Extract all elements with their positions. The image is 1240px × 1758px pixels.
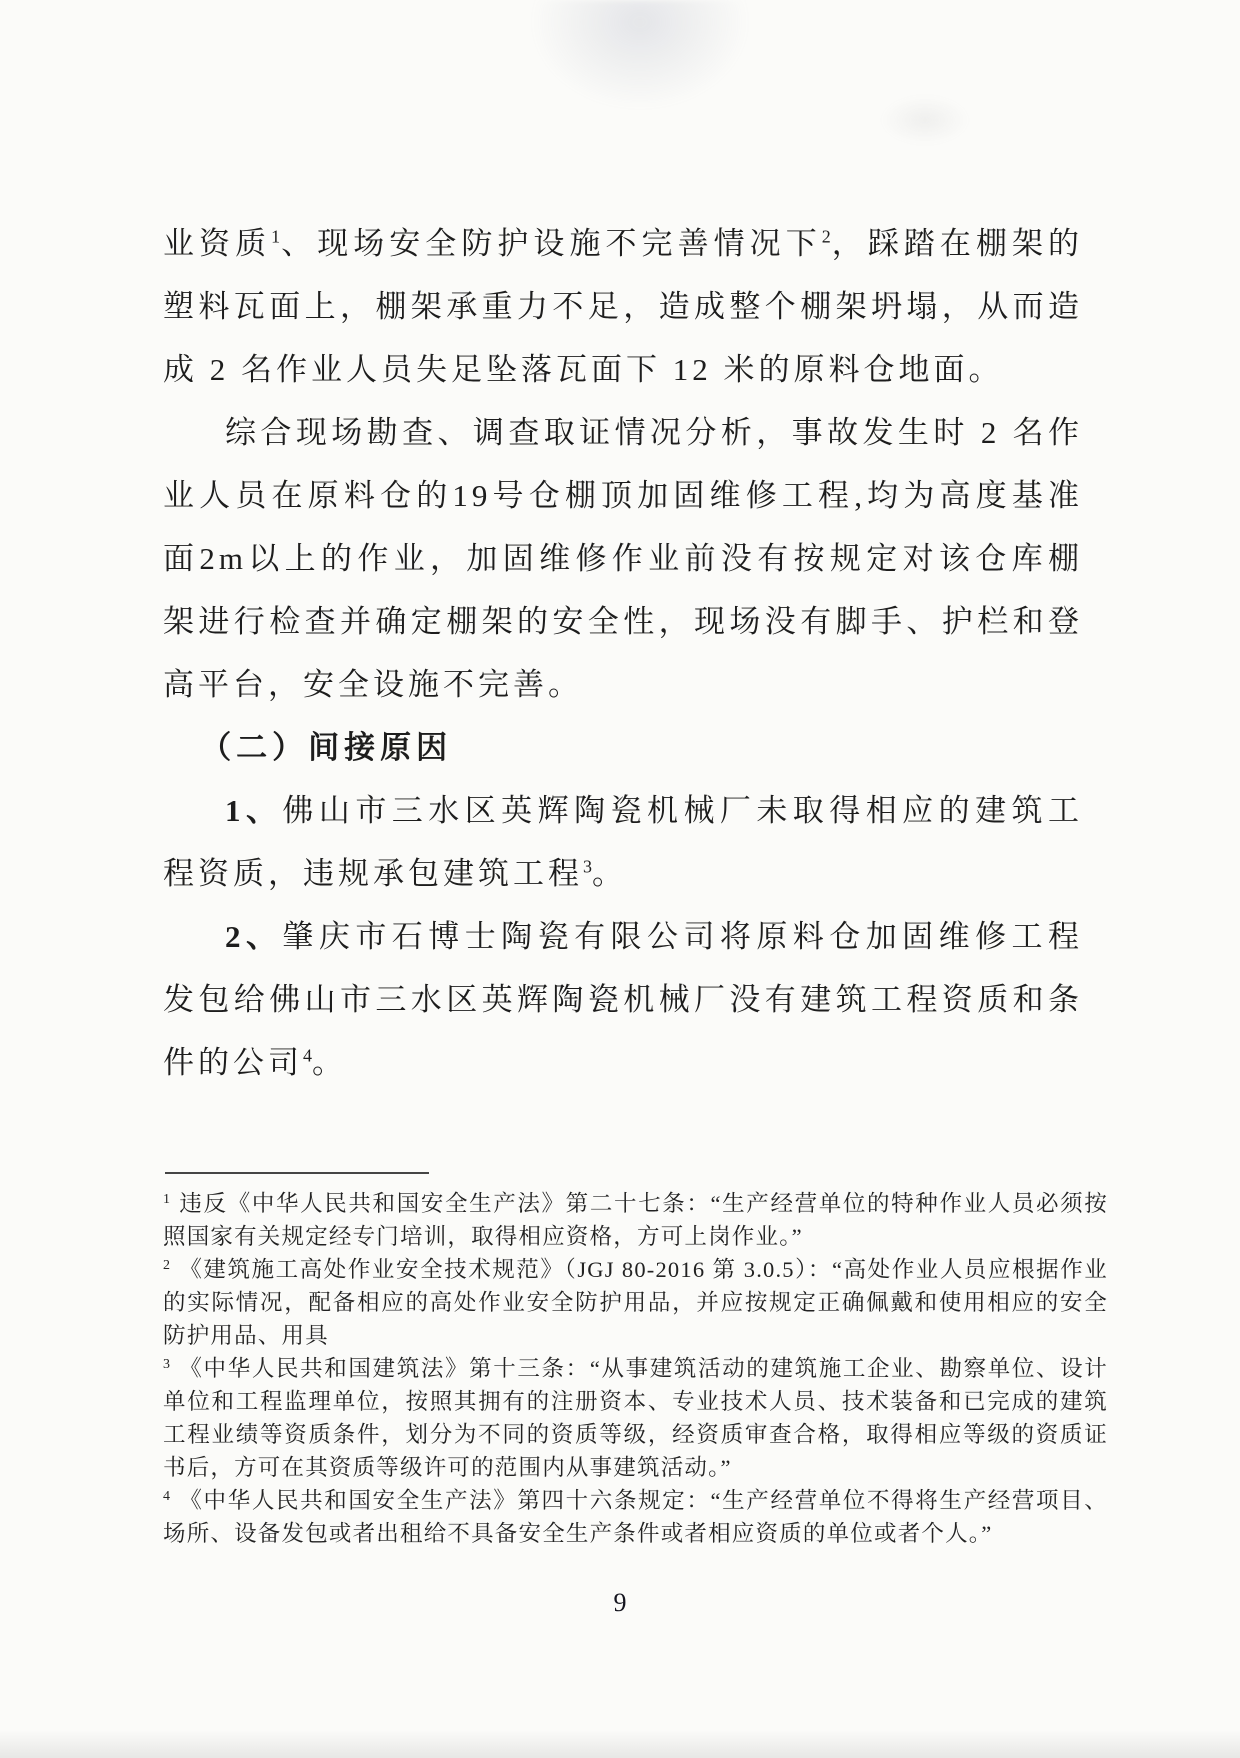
main-content	[163, 212, 1083, 1094]
body-text-run: 肇庆市石博士陶瓷有限公司将原料仓加固维修工程发包给佛山市三水区英辉陶瓷机械厂没有建筑工程资质和条件的公司	[163, 919, 1084, 1080]
scan-smudge-artifact	[880, 95, 970, 145]
footnote-marker: 3	[163, 1356, 170, 1372]
list-item-number: 2、	[225, 919, 283, 954]
list-item-2	[163, 905, 1083, 1094]
footnote-separator-rule	[165, 1172, 429, 1174]
footnote-reference-2: 2	[821, 226, 831, 247]
body-text-run: 业资质	[163, 226, 272, 261]
body-text-run: 。	[591, 856, 627, 891]
list-item-number: 1、	[225, 793, 283, 828]
footnote-section	[163, 1172, 1108, 1550]
footnote-2	[163, 1253, 1108, 1352]
footnote-reference-4: 4	[303, 1045, 312, 1066]
list-item-1	[163, 779, 1083, 905]
body-text-run: 、现场安全防护设施不完善情况下	[280, 226, 822, 261]
footnote-1	[163, 1187, 1108, 1253]
paragraph-continued-from-previous-page	[163, 212, 1083, 401]
footnote-marker: 2	[163, 1257, 170, 1273]
footnote-3	[163, 1352, 1108, 1484]
body-text-run: ，踩踏在棚架的塑料瓦面上，棚架承重力不足，造成整个棚架坍塌，从而造成 2 名作业人员失足坠落瓦面下 12 米的原料仓地面。	[163, 226, 1084, 387]
footnote-text: 《中华人民共和国建筑法》第十三条：“从事建筑活动的建筑施工企业、勘察单位、设计单位和工程监理单位，按照其拥有的注册资本、专业技术人员、技术装备和已完成的建筑工程业绩等资质条件，划分为不同的资质等级，经资质审查合格，取得相应等级的资质证书后，方可在其资质等级许可的范围内从事建筑活动。”	[163, 1356, 1108, 1480]
body-text-run: 。	[311, 1045, 347, 1080]
footnote-reference-1: 1	[271, 226, 281, 247]
footnote-text: 《建筑施工高处作业安全技术规范》（JGJ 80-2016 第 3.0.5）：“高处作业人员应根据作业的实际情况，配备相应的高处作业安全防护用品，并应按规定正确佩戴和使用相应的安全防护用品、用具	[163, 1257, 1108, 1348]
footnote-marker: 1	[163, 1191, 170, 1207]
page-number: 9	[613, 1588, 627, 1617]
body-text-run: 佛山市三水区英辉陶瓷机械厂未取得相应的建筑工程资质，违规承包建筑工程	[163, 793, 1084, 891]
scan-edge-shadow	[0, 1730, 1240, 1758]
footnote-marker: 4	[163, 1488, 170, 1504]
footnote-text: 《中华人民共和国安全生产法》第四十六条规定：“生产经营单位不得将生产经营项目、场所、设备发包或者出租给不具备安全生产条件或者相应资质的单位或者个人。”	[163, 1488, 1108, 1546]
scan-smudge-artifact	[530, 0, 750, 110]
footnote-text: 违反《中华人民共和国安全生产法》第二十七条：“生产经营单位的特种作业人员必须按照国家有关规定经专门培训，取得相应资格，方可上岗作业。”	[163, 1191, 1108, 1249]
paragraph-analysis: 综合现场勘查、调查取证情况分析，事故发生时 2 名作业人员在原料仓的19号仓棚顶加固维修工程,均为高度基准面2m以上的作业，加固维修作业前没有按规定对该仓库棚架进行检查并确定棚架的安全性，现场没有脚手、护栏和登高平台，安全设施不完善。	[163, 415, 1083, 702]
footnote-4	[163, 1484, 1108, 1550]
footnote-reference-3: 3	[583, 856, 592, 877]
section-heading-indirect-causes: （二）间接原因	[200, 730, 453, 765]
